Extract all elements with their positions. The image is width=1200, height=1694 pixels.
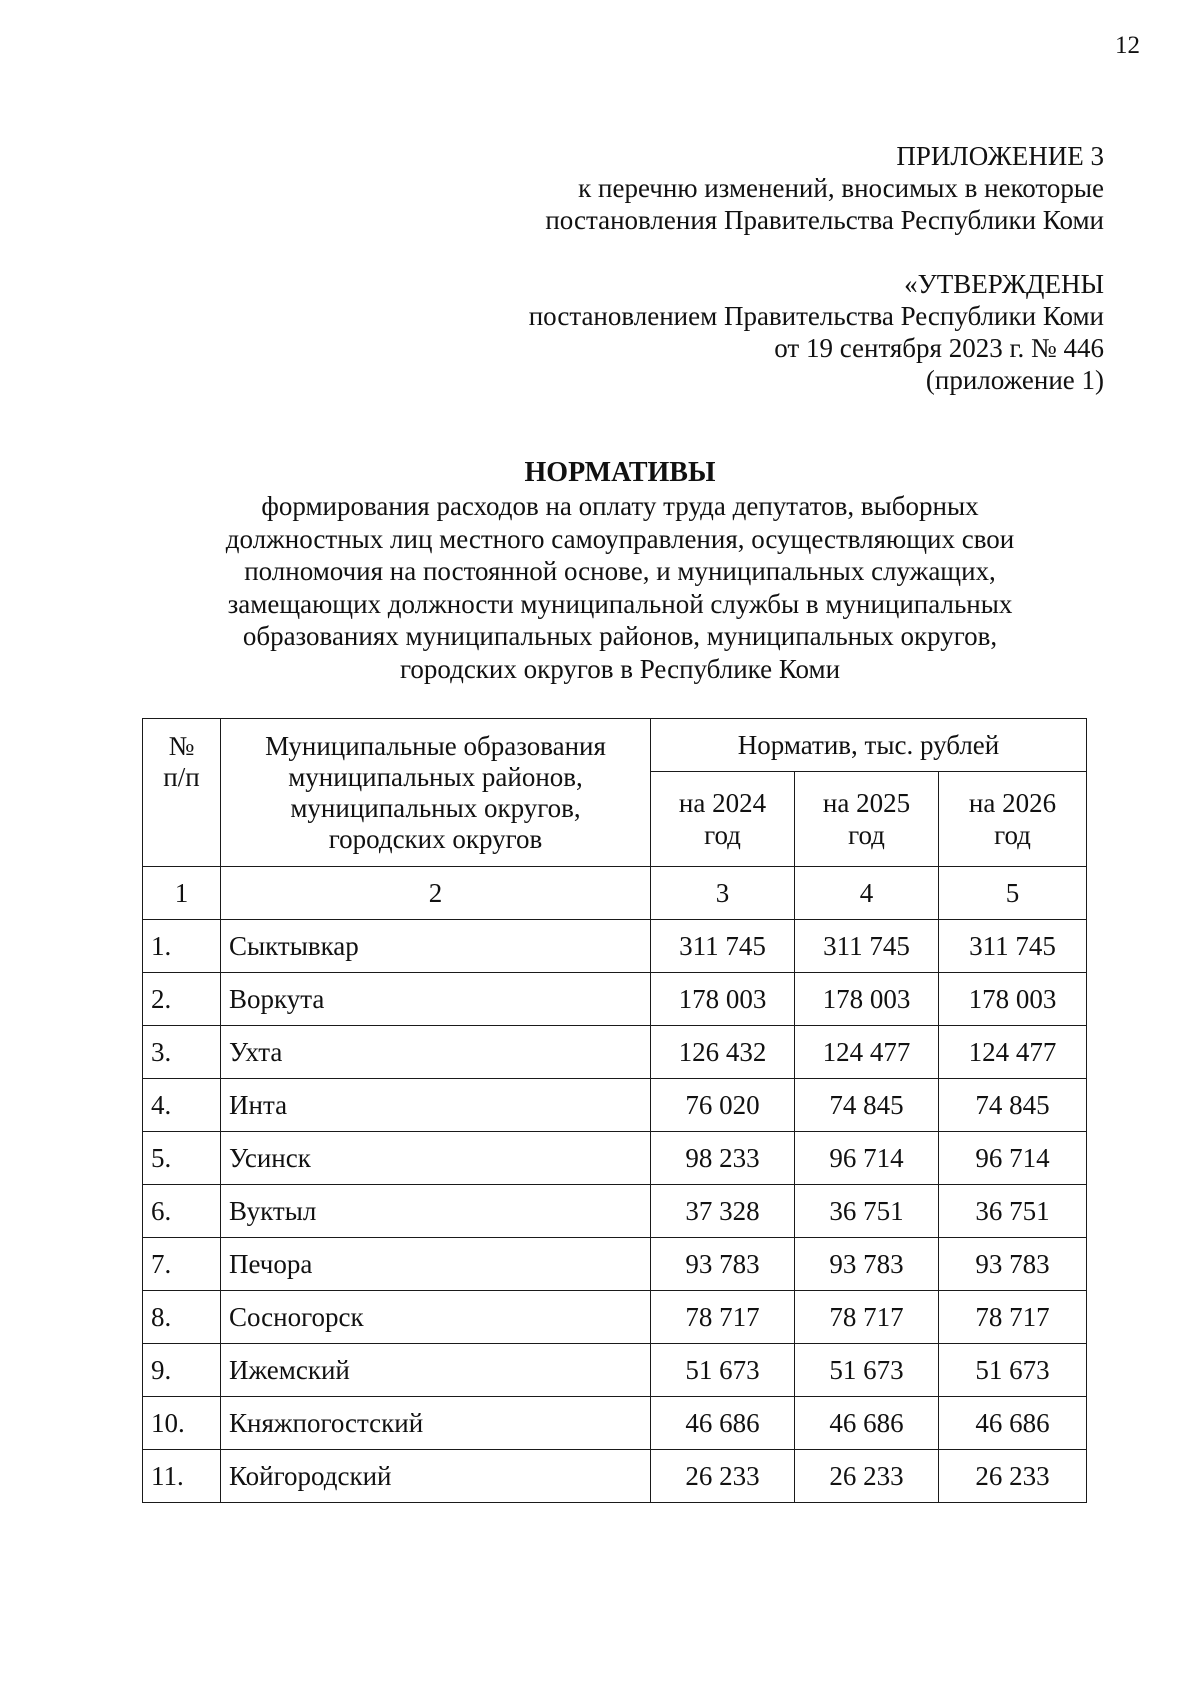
norm-2026: 74 845 — [939, 1079, 1087, 1132]
norm-2026: 311 745 — [939, 920, 1087, 973]
column-number-row — [143, 867, 1087, 920]
norm-2026: 26 233 — [939, 1450, 1087, 1503]
column-number: 2 — [221, 867, 651, 920]
norm-2024: 93 783 — [651, 1238, 795, 1291]
row-number: 6. — [143, 1185, 221, 1238]
norm-2025: 51 673 — [795, 1344, 939, 1397]
table-row — [143, 1450, 1087, 1503]
header-number: № п/п — [143, 719, 221, 867]
subtitle-line: образованиях муниципальных районов, муниципальных округов, — [242, 621, 998, 651]
norm-2025: 124 477 — [795, 1026, 939, 1079]
row-number: 4. — [143, 1079, 221, 1132]
row-number: 3. — [143, 1026, 221, 1079]
document-subtitle — [160, 490, 1080, 685]
norm-2025: 78 717 — [795, 1291, 939, 1344]
table-body — [143, 920, 1087, 1503]
row-number: 7. — [143, 1238, 221, 1291]
table-row — [143, 1238, 1087, 1291]
norm-2026: 96 714 — [939, 1132, 1087, 1185]
norm-2024: 46 686 — [651, 1397, 795, 1450]
row-number: 2. — [143, 973, 221, 1026]
norm-2024: 76 020 — [651, 1079, 795, 1132]
row-number: 5. — [143, 1132, 221, 1185]
table-row — [143, 973, 1087, 1026]
document-title: НОРМАТИВЫ — [524, 457, 716, 488]
appendix-line: к перечню изменений, вносимых в некоторые — [578, 173, 1104, 203]
subtitle-line: полномочия на постоянной основе, и муниципальных служащих, — [244, 556, 996, 586]
row-number: 11. — [143, 1450, 221, 1503]
subtitle-line: должностных лиц местного самоуправления, осуществляющих свои — [225, 523, 1015, 554]
municipality-name: Усинск — [221, 1132, 651, 1185]
norm-2025: 178 003 — [795, 973, 939, 1026]
norm-2024: 126 432 — [651, 1026, 795, 1079]
municipality-name: Инта — [221, 1079, 651, 1132]
norm-2024: 51 673 — [651, 1344, 795, 1397]
norm-2025: 26 233 — [795, 1450, 939, 1503]
table-row — [143, 1397, 1087, 1450]
norm-2024: 178 003 — [651, 973, 795, 1026]
approval-appendix-ref: (приложение 1) — [925, 365, 1104, 395]
header-norm-group: Норматив, тыс. рублей — [651, 719, 1087, 772]
norm-2024: 311 745 — [651, 920, 795, 973]
municipality-name: Вуктыл — [221, 1185, 651, 1238]
municipality-name: Воркута — [221, 973, 651, 1026]
table-row — [143, 920, 1087, 973]
table-row — [143, 1026, 1087, 1079]
norm-2024: 37 328 — [651, 1185, 795, 1238]
norm-2026: 36 751 — [939, 1185, 1087, 1238]
norm-2026: 51 673 — [939, 1344, 1087, 1397]
appendix-block — [545, 140, 1104, 236]
norm-2025: 36 751 — [795, 1185, 939, 1238]
approval-title: «УТВЕРЖДЕНЫ — [904, 269, 1104, 299]
norm-2026: 93 783 — [939, 1238, 1087, 1291]
appendix-line: постановления Правительства Республики Коми — [545, 205, 1104, 235]
norm-2025: 96 714 — [795, 1132, 939, 1185]
row-number: 1. — [143, 920, 221, 973]
norm-2026: 124 477 — [939, 1026, 1087, 1079]
municipality-name: Княжпогостский — [221, 1397, 651, 1450]
column-number: 4 — [795, 867, 939, 920]
table-row — [143, 1344, 1087, 1397]
norm-2025: 93 783 — [795, 1238, 939, 1291]
header-year-2024: на 2024 год — [651, 772, 795, 867]
appendix-title: ПРИЛОЖЕНИЕ 3 — [896, 141, 1104, 171]
header-municipality: Муниципальные образования муниципальных районов, муниципальных округов, городских округов — [221, 719, 651, 867]
approval-block — [529, 268, 1104, 396]
norm-2024: 78 717 — [651, 1291, 795, 1344]
municipality-name: Ижемский — [221, 1344, 651, 1397]
table-row — [143, 1132, 1087, 1185]
row-number: 8. — [143, 1291, 221, 1344]
norm-2024: 98 233 — [651, 1132, 795, 1185]
municipality-name: Печора — [221, 1238, 651, 1291]
approval-line: постановлением Правительства Республики Коми — [528, 301, 1104, 331]
row-number: 10. — [143, 1397, 221, 1450]
norms-table — [142, 718, 1087, 1503]
column-number: 5 — [939, 867, 1087, 920]
subtitle-line: замещающих должности муниципальной службы в муниципальных — [227, 588, 1013, 619]
municipality-name: Сыктывкар — [221, 920, 651, 973]
table-row — [143, 1185, 1087, 1238]
norm-2024: 26 233 — [651, 1450, 795, 1503]
subtitle-line: формирования расходов на оплату труда депутатов, выборных — [261, 491, 979, 521]
row-number: 9. — [143, 1344, 221, 1397]
column-number: 3 — [651, 867, 795, 920]
norm-2026: 46 686 — [939, 1397, 1087, 1450]
subtitle-line: городских округов в Республике Коми — [399, 653, 841, 684]
norm-2025: 46 686 — [795, 1397, 939, 1450]
approval-date: от 19 сентября 2023 г. № 446 — [774, 333, 1104, 363]
header-year-2026: на 2026 год — [939, 772, 1087, 867]
header-row — [143, 719, 1087, 772]
table-row — [143, 1079, 1087, 1132]
document-heading — [160, 456, 1080, 685]
municipality-name: Койгородский — [221, 1450, 651, 1503]
municipality-name: Сосногорск — [221, 1291, 651, 1344]
header-year-2025: на 2025 год — [795, 772, 939, 867]
norm-2026: 78 717 — [939, 1291, 1087, 1344]
norm-2026: 178 003 — [939, 973, 1087, 1026]
municipality-name: Ухта — [221, 1026, 651, 1079]
column-number: 1 — [143, 867, 221, 920]
norm-2025: 74 845 — [795, 1079, 939, 1132]
table-row — [143, 1291, 1087, 1344]
norm-2025: 311 745 — [795, 920, 939, 973]
page-number: 12 — [1115, 32, 1140, 59]
